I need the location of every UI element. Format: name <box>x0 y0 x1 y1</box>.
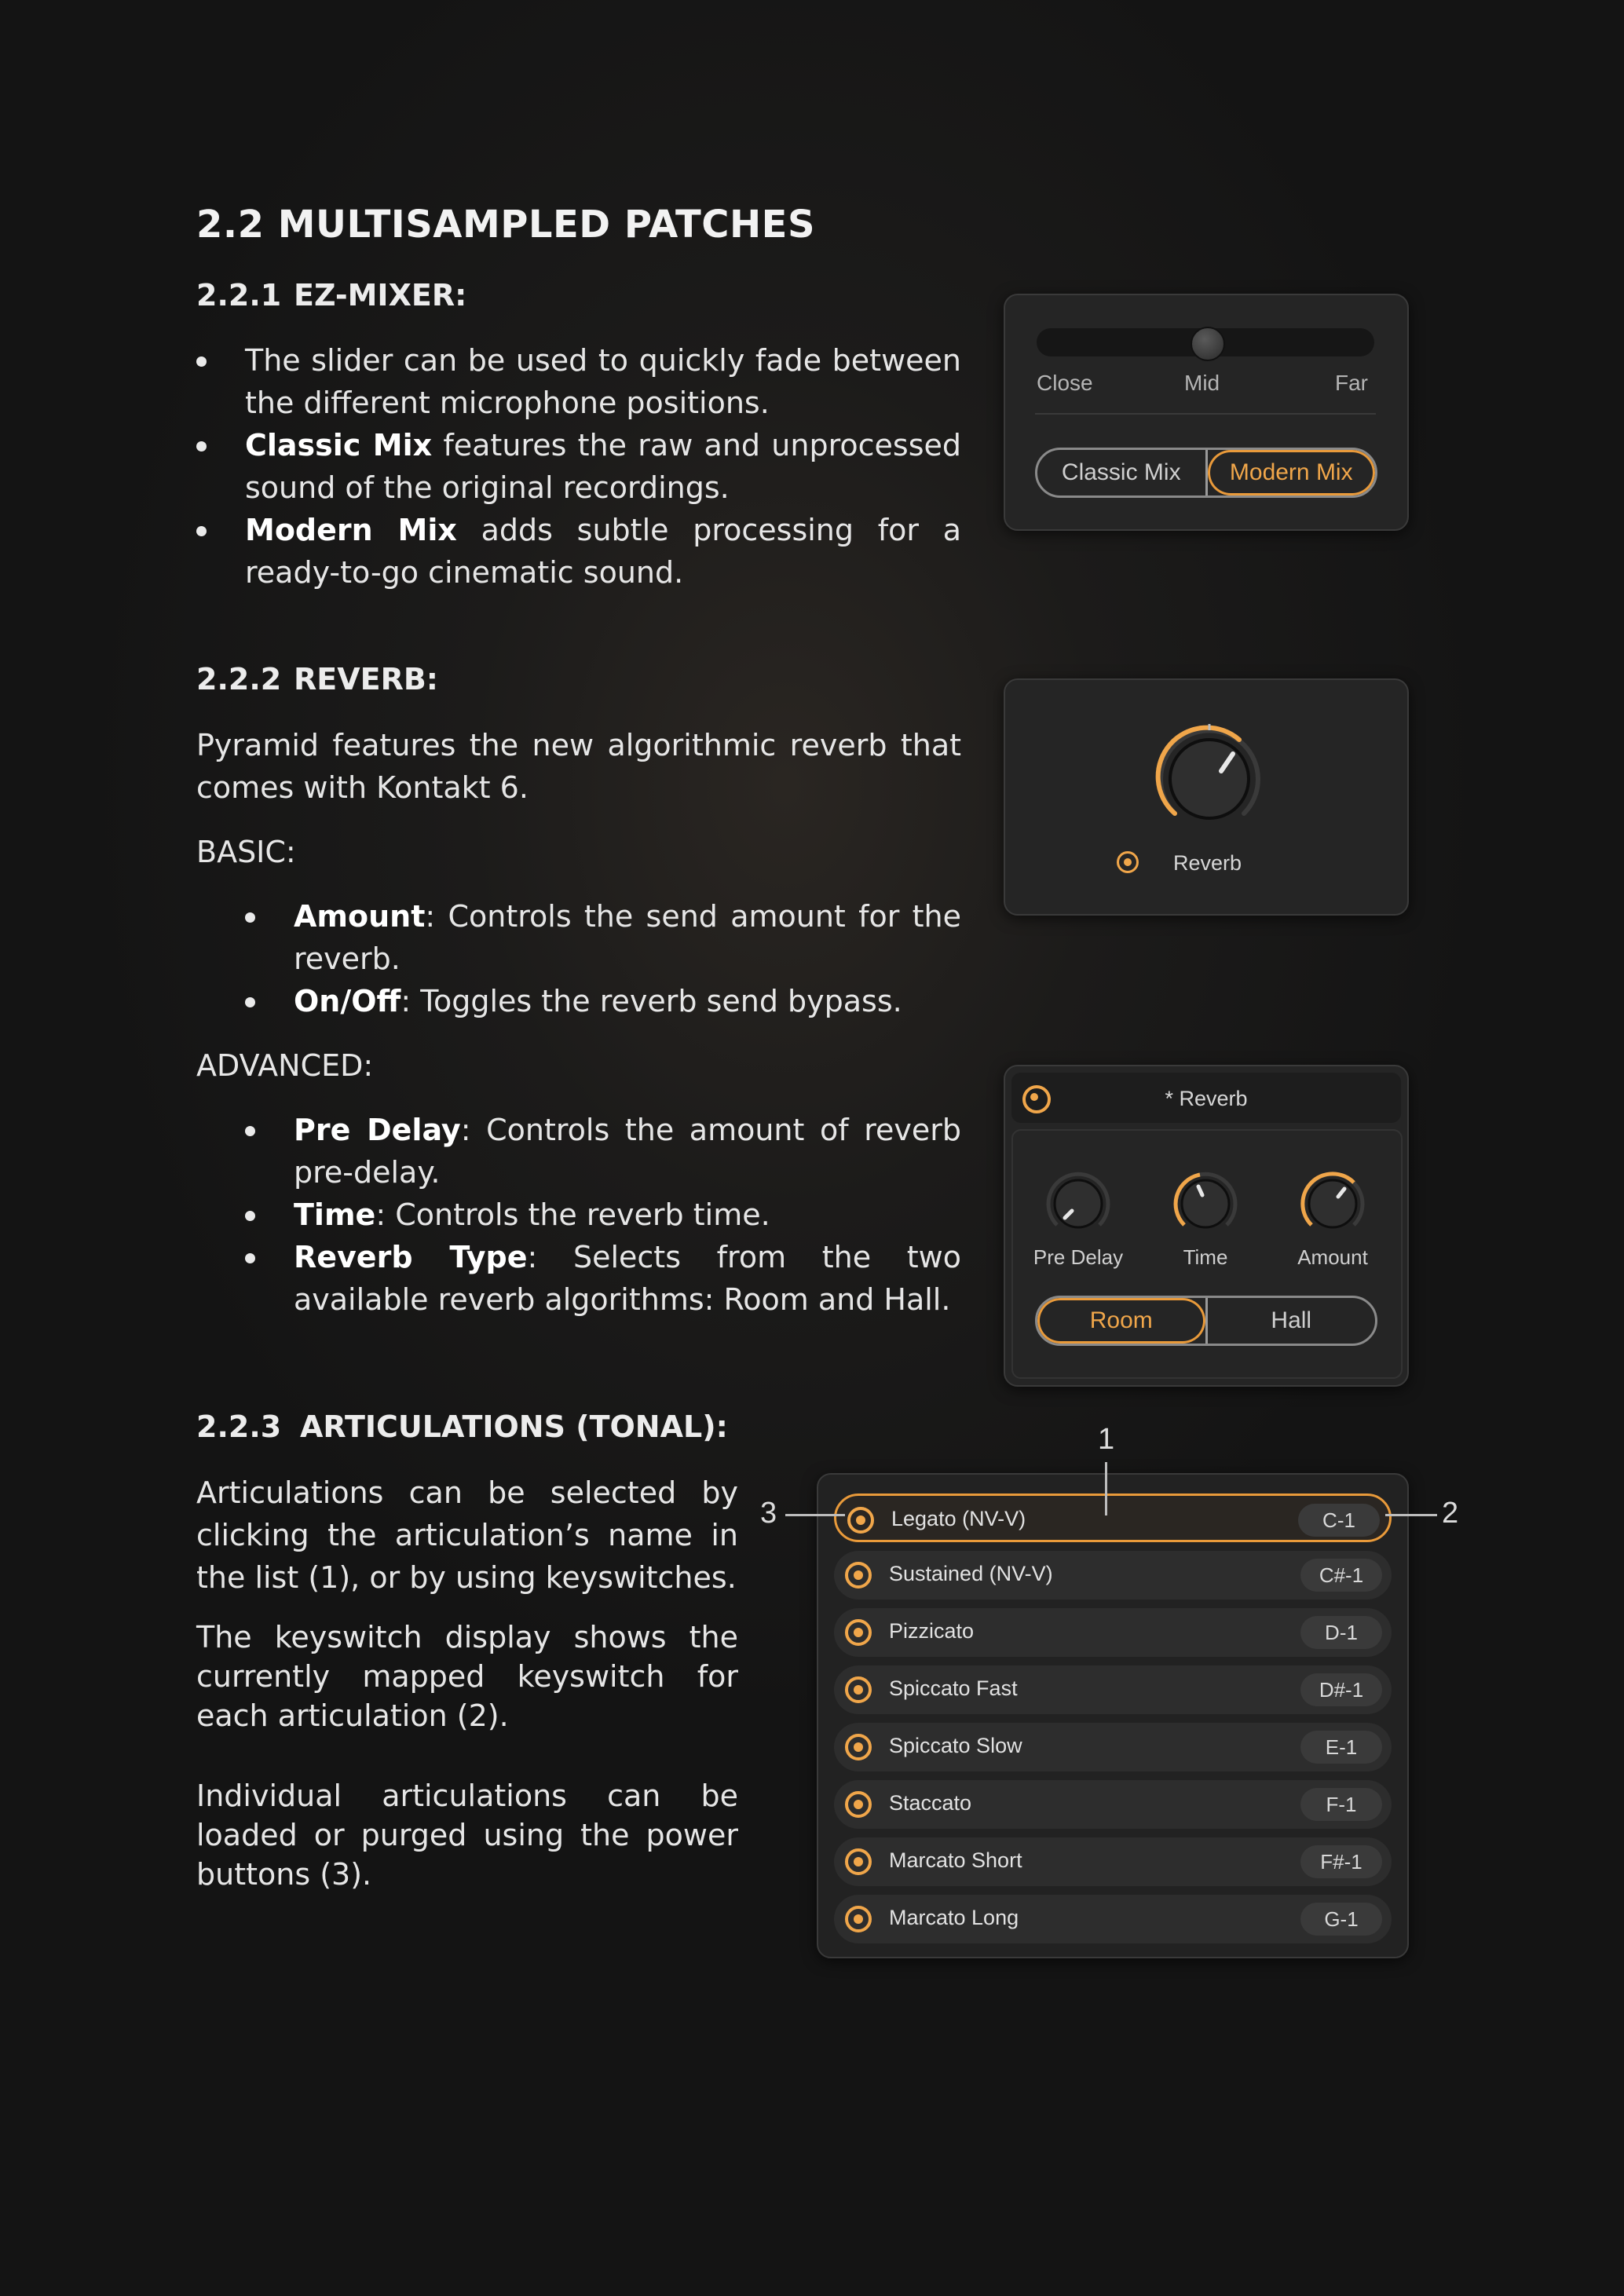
reverb-basic-list <box>245 895 961 1022</box>
heading-articulations <box>196 1409 728 1444</box>
power-icon[interactable] <box>845 1791 872 1818</box>
list-item-text: features the raw and unprocessed sound of the original recordings. <box>245 428 961 505</box>
keyswitch-badge: D-1 <box>1300 1616 1382 1649</box>
reverb-type-toggle <box>1035 1296 1377 1346</box>
basic-label: BASIC: <box>196 835 296 869</box>
list-item-text: : Controls the amount of reverb pre-delay. <box>294 1113 961 1190</box>
bullet <box>196 356 207 367</box>
callout-line <box>1385 1514 1437 1516</box>
list-item-text: : Controls the send amount for the reverb. <box>294 899 961 976</box>
mic-slider-thumb[interactable] <box>1191 327 1225 361</box>
keyswitch-badge: C-1 <box>1298 1504 1380 1537</box>
articulations-p2: The keyswitch display shows the currently mapped keyswitch for each articulation (2). <box>196 1620 738 1733</box>
articulations-p3: Individual articulations can be loaded or purged using the power buttons (3). <box>196 1779 738 1892</box>
articulation-row[interactable] <box>834 1493 1392 1542</box>
articulation-row[interactable] <box>834 1608 1392 1657</box>
list-item <box>245 1236 961 1321</box>
bullet <box>196 441 207 452</box>
power-icon[interactable] <box>845 1676 872 1703</box>
articulation-name: Pizzicato <box>889 1619 975 1643</box>
pre-delay-knob[interactable] <box>1035 1161 1121 1247</box>
reverb-label: Reverb <box>1173 851 1242 875</box>
list-item-text: : Selects from the two available reverb algorithms: Room and Hall. <box>294 1240 962 1317</box>
keyswitch-badge: F-1 <box>1300 1788 1382 1821</box>
mix-mode-toggle <box>1035 448 1377 498</box>
articulation-name: Legato (NV-V) <box>891 1507 1026 1530</box>
list-item-text: adds subtle processing for a ready-to-go cinematic sound. <box>245 513 961 590</box>
room-button[interactable]: Room <box>1037 1298 1205 1344</box>
list-item-term: Reverb Type <box>294 1240 528 1274</box>
heading-text: REVERB: <box>294 662 439 696</box>
reverb-advanced-list <box>245 1109 961 1321</box>
articulation-row[interactable] <box>834 1895 1392 1943</box>
time-knob[interactable] <box>1162 1161 1249 1247</box>
callout-3: 3 <box>760 1497 777 1530</box>
callout-2: 2 <box>1442 1497 1459 1530</box>
power-icon[interactable] <box>845 1619 872 1646</box>
knob-label: Pre Delay <box>1033 1245 1124 1269</box>
articulation-name: Marcato Short <box>889 1848 1022 1872</box>
list-item-term: On/Off <box>294 984 401 1018</box>
slider-label-close: Close <box>1037 371 1093 395</box>
articulation-name: Marcato Long <box>889 1906 1019 1929</box>
power-icon[interactable] <box>845 1906 872 1932</box>
knob-label: Amount <box>1297 1245 1368 1269</box>
articulation-row[interactable] <box>834 1551 1392 1600</box>
heading-reverb <box>196 662 438 696</box>
bullet <box>245 1253 255 1263</box>
list-item <box>245 980 961 1022</box>
list-item-text: The slider can be used to quickly fade between the different microphone positions. <box>245 343 961 420</box>
slider-label-mid: Mid <box>1184 371 1220 395</box>
bullet <box>245 1126 255 1136</box>
keyswitch-badge: C#-1 <box>1300 1559 1382 1592</box>
knob-label: Time <box>1183 1245 1228 1269</box>
power-icon[interactable] <box>845 1734 872 1760</box>
list-item-term: Time <box>294 1197 376 1232</box>
bullet <box>245 997 255 1007</box>
heading-number: 2.2.1 <box>196 278 282 313</box>
bullet <box>245 912 255 923</box>
list-item <box>245 895 961 980</box>
reverb-advanced-panel <box>1004 1065 1409 1387</box>
articulations-panel <box>817 1473 1409 1958</box>
heading-text: ARTICULATIONS (TONAL): <box>300 1409 728 1444</box>
articulation-row[interactable] <box>834 1723 1392 1771</box>
heading-number: 2.2.3 <box>196 1409 282 1444</box>
reverb-power-button[interactable] <box>1117 851 1139 873</box>
power-icon[interactable] <box>845 1562 872 1589</box>
list-item-term: Pre Delay <box>294 1113 461 1147</box>
reverb-knob[interactable] <box>1139 708 1280 850</box>
bullet <box>196 526 207 536</box>
list-item-term: Amount <box>294 899 426 934</box>
bullet <box>245 1211 255 1221</box>
reverb-title: * Reverb <box>1165 1087 1248 1110</box>
list-item-text: : Toggles the reverb send bypass. <box>401 984 902 1018</box>
reverb-intro: Pyramid features the new algorithmic reverb that comes with Kontakt 6. <box>196 728 961 805</box>
list-item-term: Classic Mix <box>245 428 433 462</box>
keyswitch-badge: G-1 <box>1300 1903 1382 1936</box>
list-item-term: Modern Mix <box>245 513 457 547</box>
articulation-name: Spiccato Slow <box>889 1734 1022 1757</box>
heading-number: 2.2.2 <box>196 662 282 696</box>
list-item <box>196 339 961 424</box>
articulation-name: Sustained (NV-V) <box>889 1562 1053 1585</box>
articulation-row[interactable] <box>834 1837 1392 1886</box>
power-icon[interactable] <box>845 1848 872 1875</box>
keyswitch-badge: E-1 <box>1300 1731 1382 1764</box>
ez-mixer-list <box>196 339 961 594</box>
hall-button[interactable]: Hall <box>1271 1307 1312 1333</box>
articulations-p1: Articulations can be selected by clicking the articulation’s name in the list (1), or by using keyswitches. <box>196 1475 738 1595</box>
advanced-label: ADVANCED: <box>196 1048 374 1083</box>
heading-text: EZ-MIXER: <box>294 278 467 313</box>
list-item-text: : Controls the reverb time. <box>375 1197 770 1232</box>
amount-knob[interactable] <box>1289 1161 1376 1247</box>
slider-label-far: Far <box>1335 371 1368 395</box>
articulation-name: Spiccato Fast <box>889 1676 1018 1700</box>
keyswitch-badge: D#-1 <box>1300 1673 1382 1706</box>
reverb-basic-panel <box>1004 678 1409 916</box>
list-item <box>196 424 961 509</box>
articulation-name: Staccato <box>889 1791 972 1815</box>
section-title: 2.2 MULTISAMPLED PATCHES <box>196 203 816 247</box>
keyswitch-badge: F#-1 <box>1300 1845 1382 1878</box>
heading-ez-mixer <box>196 278 466 313</box>
list-item <box>245 1109 961 1194</box>
list-item <box>245 1194 961 1236</box>
callout-line <box>785 1514 845 1516</box>
ez-mixer-panel <box>1004 294 1409 531</box>
list-item <box>196 509 961 594</box>
divider <box>1035 413 1376 415</box>
callout-line <box>1105 1462 1107 1515</box>
modern-mix-button[interactable]: Modern Mix <box>1208 450 1376 495</box>
articulation-row[interactable] <box>834 1780 1392 1829</box>
callout-1: 1 <box>1098 1423 1115 1456</box>
classic-mix-button[interactable]: Classic Mix <box>1061 459 1181 485</box>
power-icon[interactable] <box>847 1507 874 1534</box>
articulation-row[interactable] <box>834 1665 1392 1714</box>
